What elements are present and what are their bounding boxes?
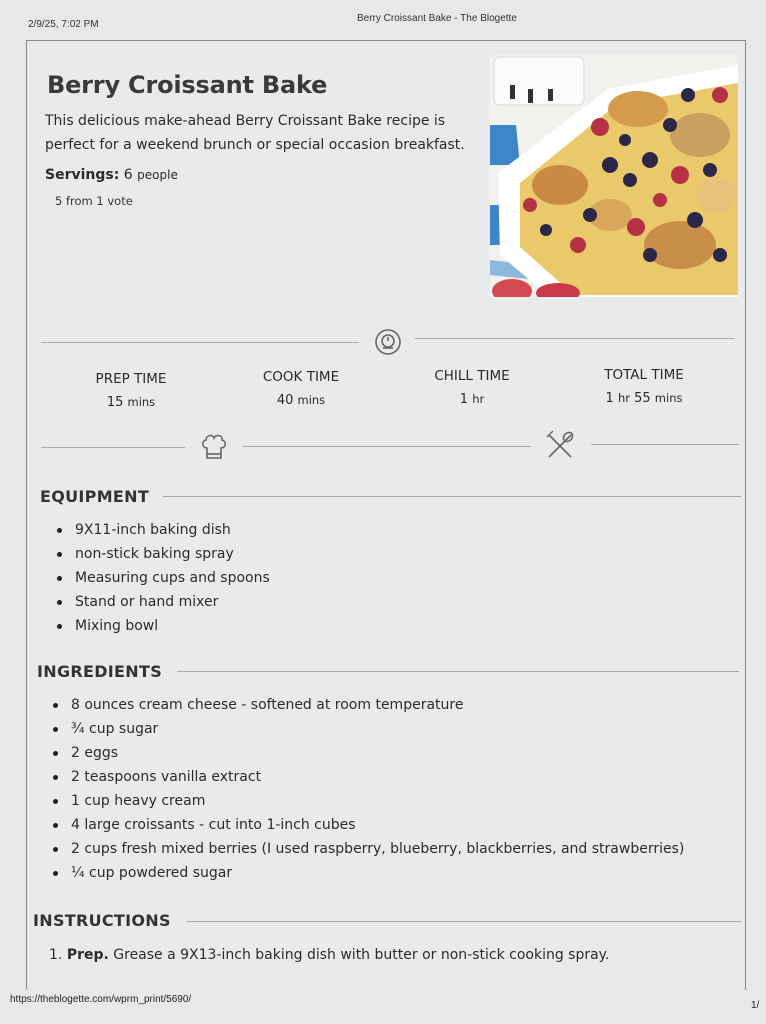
recipe-photo-image bbox=[490, 55, 738, 297]
chill-time-unit: hr bbox=[472, 392, 485, 406]
ingredients-heading: INGREDIENTS bbox=[37, 662, 163, 681]
cook-time-unit: mins bbox=[297, 393, 326, 407]
divider-line bbox=[415, 338, 735, 339]
chill-time-label: CHILL TIME bbox=[434, 368, 510, 384]
instructions-heading: INSTRUCTIONS bbox=[33, 911, 171, 930]
divider-line bbox=[41, 447, 185, 448]
cook-time-number: 40 bbox=[276, 393, 294, 408]
cook-time-label: COOK TIME bbox=[262, 369, 340, 385]
total-time-hours: 1 bbox=[605, 391, 614, 406]
equipment-item: 9X11-inch baking dish bbox=[53, 518, 270, 542]
recipe-title: Berry Croissant Bake bbox=[47, 71, 328, 99]
print-footer-url: https://theblogette.com/wprm_print/5690/ bbox=[10, 994, 192, 1005]
total-time-minutes-unit: mins bbox=[654, 391, 683, 405]
recipe-photo bbox=[490, 55, 738, 297]
step-text: Grease a 9X13-inch baking dish with butter or non-stick cooking spray. bbox=[113, 947, 610, 963]
prep-time-value bbox=[61, 395, 201, 410]
divider-line bbox=[187, 921, 741, 922]
chill-time-value bbox=[402, 392, 542, 407]
recipe-card bbox=[26, 40, 746, 990]
ingredient-item: 1 cup heavy cream bbox=[49, 789, 684, 813]
ingredient-item: 2 cups fresh mixed berries (I used raspberry, blueberry, blackberries, and strawberries) bbox=[49, 837, 684, 861]
total-time-minutes: 55 bbox=[634, 391, 651, 406]
equipment-heading: EQUIPMENT bbox=[40, 487, 150, 506]
recipe-rating: 5 from 1 vote bbox=[55, 194, 133, 208]
instruction-step-1 bbox=[49, 947, 609, 963]
divider-line bbox=[41, 342, 359, 343]
print-page-number: 1/ bbox=[751, 1000, 760, 1011]
ingredient-item: 2 teaspoons vanilla extract bbox=[49, 765, 684, 789]
prep-time-label: PREP TIME bbox=[95, 371, 167, 387]
servings-label: Servings: bbox=[45, 167, 120, 183]
print-header bbox=[0, 12, 766, 32]
prep-time-number: 15 bbox=[106, 395, 124, 410]
ingredient-item: ¼ cup powdered sugar bbox=[49, 861, 684, 885]
prep-time-unit: mins bbox=[127, 395, 156, 409]
ingredients-list bbox=[49, 693, 684, 885]
ingredient-item: 8 ounces cream cheese - softened at room temperature bbox=[49, 693, 684, 717]
cook-time-value bbox=[231, 393, 371, 408]
servings-unit: people bbox=[137, 168, 178, 182]
print-page-title: Berry Croissant Bake - The Blogette bbox=[357, 13, 517, 24]
print-datetime: 2/9/25, 7:02 PM bbox=[28, 19, 99, 30]
ingredient-item: ¾ cup sugar bbox=[49, 717, 684, 741]
divider-line bbox=[243, 446, 531, 447]
servings-value: 6 bbox=[123, 167, 133, 183]
divider-line bbox=[177, 671, 739, 672]
total-time-value bbox=[574, 391, 714, 406]
total-time-hours-unit: hr bbox=[617, 391, 630, 405]
equipment-list bbox=[53, 518, 270, 638]
fork-spoon-icon bbox=[543, 429, 577, 463]
chef-hat-icon bbox=[199, 431, 229, 463]
step-title: Prep. bbox=[66, 947, 109, 963]
equipment-item: Mixing bowl bbox=[53, 614, 270, 638]
equipment-item: Stand or hand mixer bbox=[53, 590, 270, 614]
equipment-item: non-stick baking spray bbox=[53, 542, 270, 566]
divider-line bbox=[591, 444, 739, 445]
ingredient-item: 2 eggs bbox=[49, 741, 684, 765]
recipe-summary: This delicious make-ahead Berry Croissant Bake recipe is perfect for a weekend brunch or special occasion breakfast. bbox=[45, 113, 465, 153]
servings bbox=[45, 167, 178, 183]
divider-line bbox=[163, 496, 741, 497]
clock-icon bbox=[373, 327, 403, 357]
equipment-item: Measuring cups and spoons bbox=[53, 566, 270, 590]
total-time-label: TOTAL TIME bbox=[604, 367, 684, 383]
ingredient-item: 4 large croissants - cut into 1-inch cubes bbox=[49, 813, 684, 837]
chill-time-number: 1 bbox=[459, 392, 469, 407]
step-number: 1. bbox=[49, 947, 63, 963]
